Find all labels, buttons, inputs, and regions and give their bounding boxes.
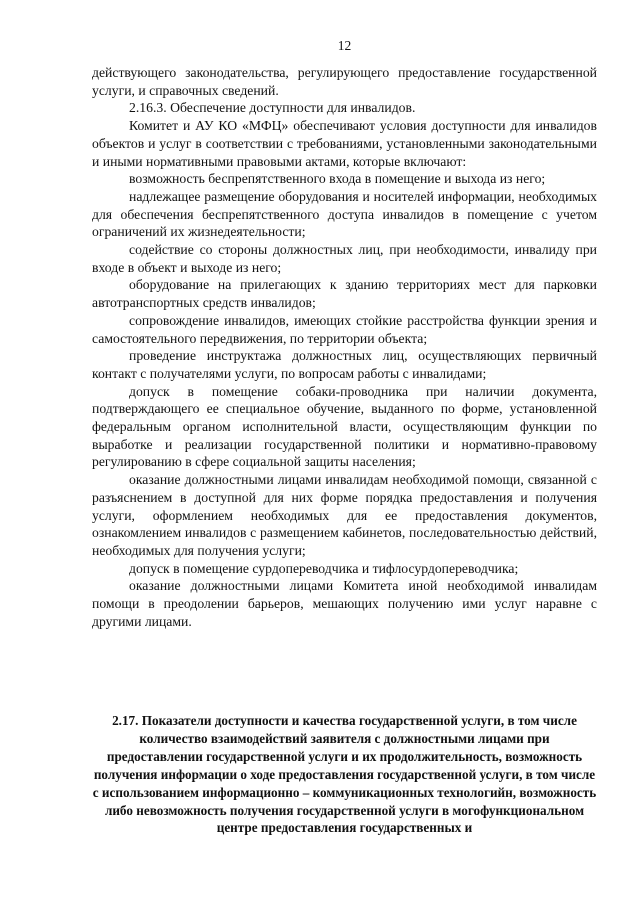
list-item: оказание должностными лицами Комитета иной необходимой инвалидам помощи в преодолении барьеров, мешающих получению ими услуг наравне с другими лицами. bbox=[92, 578, 597, 629]
list-item: возможность беспрепятственного входа в помещение и выхода из него; bbox=[129, 171, 546, 187]
list-item: проведение инструктажа должностных лиц, осуществляющих первичный контакт с получателями услуги, по вопросам работы с инвалидами; bbox=[92, 348, 597, 381]
section-heading: 2.17. Показатели доступности и качества государственной услуги, в том числе количество взаимодействий заявителя с должностными лицами при предоставлении государственной услуги и их продолжительность, возможность получения информации о ходе предоставления государственной услуги, в том числе с использованием информационно – коммуникационных технологийн, возможность либо невозможность получения государственной услуги в могофункциональном центре предоставления государственных и bbox=[92, 713, 597, 836]
paragraph: действующего законодательства, регулирующего предоставление государственной услуги, и справочных сведений. bbox=[92, 65, 597, 98]
list-item: содействие со стороны должностных лиц, при необходимости, инвалиду при входе в объект и выходе из него; bbox=[92, 242, 597, 275]
list-item: допуск в помещение собаки-проводника при наличии документа, подтверждающего ее специальное обучение, выданного по форме, установленной федеральным органом исполнительной власти, осуществляющим функции по выработке и реализации государственной политики и нормативно-правовому регулированию в сфере социальной защиты населения; bbox=[92, 383, 597, 470]
list-item: оказание должностными лицами инвалидам необходимой помощи, связанной с разъяснением в доступной для них форме порядка предоставления и получения услуги, оформлением необходимых для ее предоставления документов, ознакомлением инвалидов с размещением кабинетов, последовательностью действий, необходимых для получения услуги; bbox=[92, 472, 597, 558]
body-text bbox=[92, 64, 597, 631]
list-item: допуск в помещение сурдопереводчика и тифлосурдопереводчика; bbox=[129, 560, 519, 576]
paragraph: Комитет и АУ КО «МФЦ» обеспечивают условия доступности для инвалидов объектов и услуг в соответствии с требованиями, установленными законодательными и иными нормативными правовыми актами, которые включают: bbox=[92, 118, 597, 169]
list-item: оборудование на прилегающих к зданию территориях мест для парковки автотранспортных средств инвалидов; bbox=[92, 277, 597, 311]
list-item: надлежащее размещение оборудования и носителей информации, необходимых для обеспечения беспрепятственного доступа инвалидов в помещение с учетом ограничений их жизнедеятельности; bbox=[92, 188, 597, 240]
subsection-title: 2.16.3. Обеспечение доступности для инвалидов. bbox=[129, 100, 416, 116]
page-number: 12 bbox=[337, 38, 352, 53]
list-item: сопровождение инвалидов, имеющих стойкие расстройства функции зрения и самостоятельного передвижения, по территории объекта; bbox=[92, 312, 597, 346]
